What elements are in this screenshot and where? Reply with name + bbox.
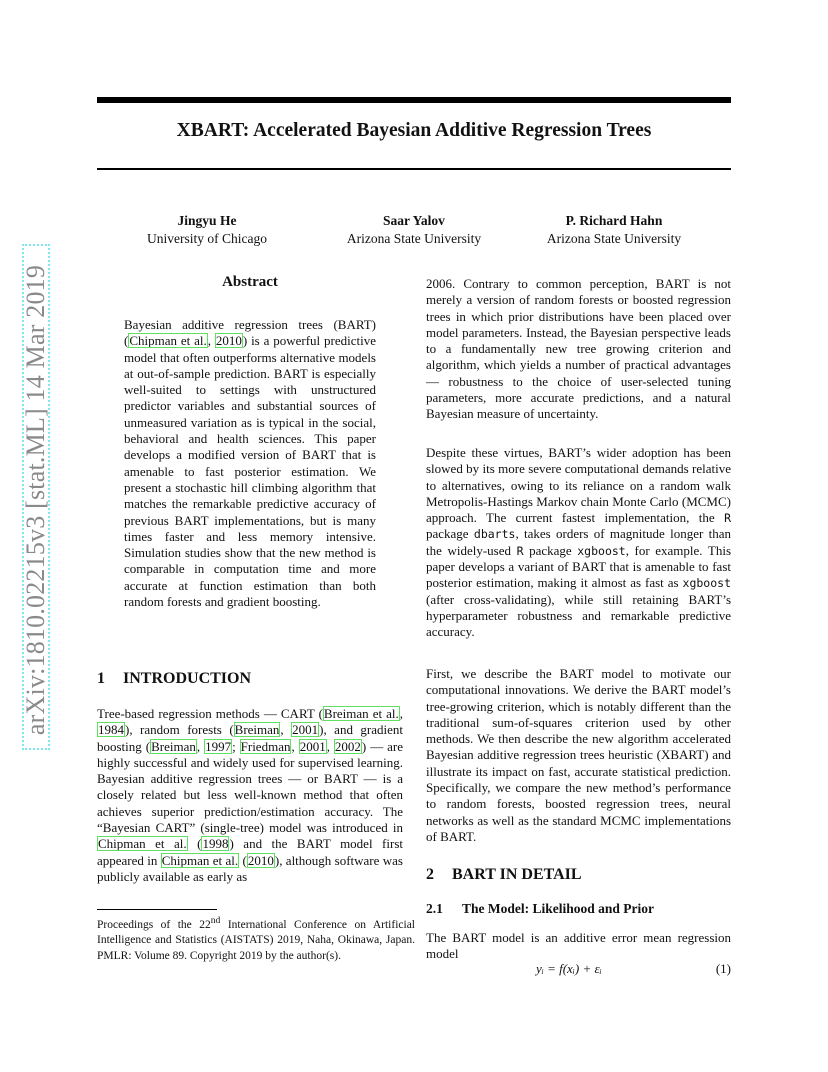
intro-text: ,: [399, 706, 403, 721]
intro-text: ), although software was publicly available as early as: [97, 852, 403, 884]
abstract-body: [124, 317, 376, 610]
paragraph-text: package: [523, 542, 578, 558]
equation: [426, 961, 731, 981]
paragraph-text: (after cross-validating), while still retaining BART’s hyperparameter robustness and remarkable predictive accuracy.: [426, 591, 731, 640]
subsection-title: The Model: Likelihood and Prior: [462, 901, 655, 916]
abstract-text: Bayesian additive regression trees (BART) (: [124, 317, 376, 349]
citation-link[interactable]: Chipman et al.: [161, 852, 239, 868]
paragraph: The BART model is an additive error mean regression model: [426, 930, 731, 962]
citation-link[interactable]: Chipman et al.: [129, 333, 207, 349]
citation-link[interactable]: Friedman: [240, 738, 291, 754]
code-text: xgboost: [577, 543, 626, 558]
subsection-number: 2.1: [426, 901, 443, 916]
intro-text: ), random forests (: [125, 722, 234, 738]
intro-paragraph: [97, 706, 403, 885]
equation-number: (1): [715, 961, 731, 976]
citation-link[interactable]: 1997: [205, 738, 232, 754]
author-block: [127, 212, 287, 248]
title-top-rule: [97, 97, 731, 103]
paragraph-text: , takes orders of magnitude longer than the widely-used: [426, 526, 731, 558]
paper-title: XBART: Accelerated Bayesian Additive Regression Trees: [176, 120, 652, 141]
author-affiliation: University of Chicago: [147, 231, 267, 246]
section-heading: [426, 866, 582, 884]
section-heading: [97, 670, 251, 688]
intro-text: ;: [232, 738, 240, 754]
paragraph: First, we describe the BART model to motivate our computational innovations. We derive the BART model’s tree-growing criterion, which is notably different than the traditional sum-of-squares criterion used by other methods. We then describe the new algorithm accelerated Bayesian additive regression trees heuristic (XBART) and illustrate its impact on fast, accurate statistical prediction. Specifically, we compare the new method’s performance to random forests, boosted regression trees, neural networks as well as the standard MCMC implementations of BART.: [426, 666, 731, 844]
paragraph: 2006. Contrary to common perception, BART is not merely a version of random forests or boosted regression trees in which prior distributions have been placed over model parameters. Instead, the Bayesian perspective leads to a fundamentally new tree growing criterion and algorithm, which yields a number of practical advantages — robustness to the choice of user-selected tuning parameters, more accurate predictions, and a natural Bayesian measure of uncertainty.: [426, 276, 731, 422]
title-bottom-rule: [97, 168, 731, 170]
intro-text: ) and the BART model first appeared in: [97, 836, 403, 868]
citation-link[interactable]: 2010: [215, 333, 242, 349]
intro-text: ,: [196, 738, 205, 754]
equation-expression: yᵢ = f(xᵢ) + εᵢ: [536, 961, 602, 976]
code-text: dbarts: [473, 527, 516, 542]
intro-text: (: [239, 852, 247, 868]
citation-link[interactable]: 2010: [247, 852, 274, 868]
intro-text: ), and gradient boosting (: [97, 722, 403, 754]
intro-text: Tree-based regression methods — CART (: [97, 706, 323, 721]
subsection-heading: [426, 901, 654, 917]
citation-link[interactable]: 1984: [98, 722, 124, 738]
citation-link[interactable]: Chipman et al.: [98, 836, 187, 852]
citation-link[interactable]: Breiman et al.: [323, 706, 399, 721]
author-affiliation: Arizona State University: [546, 231, 682, 246]
section-title: INTRODUCTION: [123, 670, 252, 687]
author-name: P. Richard Hahn: [565, 213, 663, 228]
paragraph-text: , for example. This paper develops a variant of BART that is amenable to fast posterior estimation, making it almost as fast as: [426, 542, 732, 591]
author-name: Jingyu He: [177, 213, 237, 228]
intro-text: ,: [291, 738, 299, 754]
intro-text: ,: [326, 738, 334, 754]
author-block: [333, 212, 495, 248]
footnote: [97, 913, 415, 965]
citation-link[interactable]: 2001: [292, 722, 319, 738]
footnote-text: Proceedings of the 22: [97, 918, 211, 931]
paragraph: [426, 445, 731, 641]
footnote-text: International Conference on Artificial Intelligence and Statistics (AISTATS) 2019, Naha, Okinawa, Japan. PMLR: Volume 89. Copyright 2019 by the author(s).: [97, 918, 415, 963]
arxiv-stamp-text: arXiv:1810.02215v3 [stat.ML] 14 Mar 2019: [21, 264, 50, 736]
code-text: R: [724, 511, 731, 526]
section-number: 1: [97, 670, 105, 687]
section-title: BART IN DETAIL: [452, 866, 582, 883]
paragraph-text: Despite these virtues, BART’s wider adoption has been slowed by its more severe computational demands relative to alternatives, owing to its reliance on a random walk Metropolis-Hastings Markov chain Monte Carlo (MCMC) approach. The current fastest implementation, the: [426, 445, 731, 526]
citation-link[interactable]: 2001: [299, 738, 326, 754]
citation-link[interactable]: Breiman: [234, 722, 280, 738]
author-block: [533, 212, 695, 248]
citation-link[interactable]: 2002: [334, 738, 361, 754]
author-affiliation: Arizona State University: [346, 231, 482, 246]
code-text: xgboost: [682, 576, 731, 591]
footnote-superscript: nd: [210, 915, 221, 926]
intro-text: ) — are highly successful and widely used for supervised learning. Bayesian additive regression trees — or BART — is a closely related but less well-known method that often achieves superior prediction/estimation accuracy. The “Bayesian CART” (single-tree) model was introduced in: [97, 738, 404, 836]
intro-text: ,: [280, 722, 292, 738]
footnote-rule: [97, 909, 217, 910]
intro-text: (: [187, 836, 202, 852]
code-text: R: [516, 543, 524, 558]
abstract-text: ) is a powerful predictive model that often outperforms alternative models at out-of-sample prediction. BART is especially well-suited to settings with unstructured predictor variables and substantial sources of unmeasured variation as is typical in the social, behavioral and health sciences. This paper develops a modified version of BART that is amenable to fast posterior estimation. We present a stochastic hill climbing algorithm that matches the remarkable predictive accuracy of previous BART implementations, but is many times faster and less memory intensive. Simulation studies show that the new method is comparable in computation time and more accurate at function estimation than both random forests and gradient boosting.: [124, 333, 376, 610]
author-name: Saar Yalov: [383, 213, 445, 228]
paragraph-text: package: [426, 526, 474, 542]
abstract-heading: Abstract: [222, 274, 278, 290]
section-number: 2: [426, 866, 434, 883]
citation-link[interactable]: Breiman: [151, 738, 196, 754]
citation-link[interactable]: 1998: [202, 836, 229, 852]
abstract-text: ,: [207, 333, 215, 349]
